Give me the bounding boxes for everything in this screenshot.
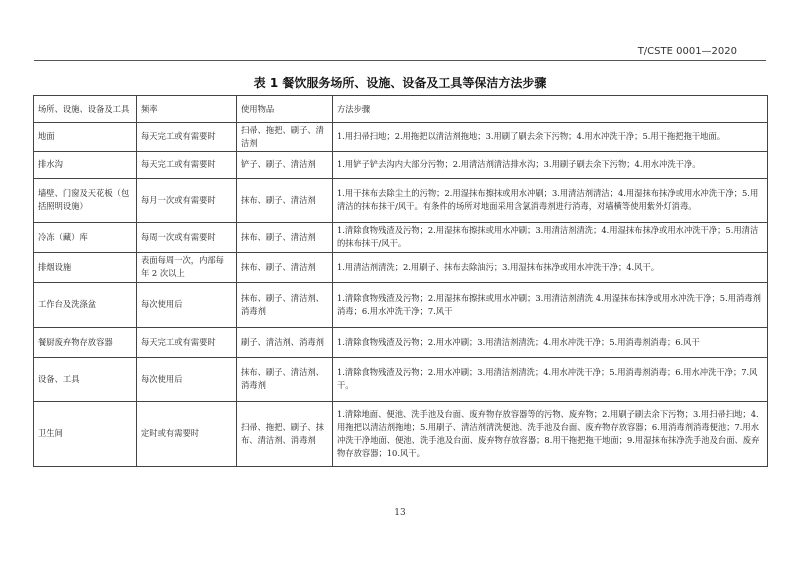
table-row — [34, 282, 768, 327]
frequency-cell: 每次使用后 — [137, 282, 237, 327]
items-cell: 抹布、刷子、清洁剂 — [237, 252, 333, 282]
method-cell: 1.清除食物残渣及污物；2.用湿抹布擦抹或用水冲刷；3.用清洁剂清洗 4.用湿抹布抹净或用水冲洗干净；5.用消毒剂消毒；6.用水冲洗干净；7.风干 — [333, 282, 768, 327]
items-cell: 刷子、清洁剂、消毒剂 — [237, 327, 333, 357]
items-cell: 铲子、刷子、清洁剂 — [237, 151, 333, 178]
table-row — [34, 357, 768, 401]
items-cell: 扫帚、拖把、刷子、清洁剂 — [237, 123, 333, 152]
method-cell: 1.清除食物残渣及污物；2.用湿抹布擦抹或用水冲刷；3.用清洁剂清洗；4.用湿抹布抹净或用水冲洗干净；5.用清洁的抹布抹干/风干。 — [333, 222, 768, 252]
cleaning-methods-table — [33, 95, 768, 467]
frequency-cell: 每月一次或有需要时 — [137, 178, 237, 222]
frequency-cell: 每次使用后 — [137, 357, 237, 401]
place-cell: 地面 — [34, 123, 137, 152]
items-cell: 抹布、刷子、清洁剂、消毒剂 — [237, 357, 333, 401]
items-cell: 抹布、刷子、清洁剂 — [237, 178, 333, 222]
place-cell: 设备、工具 — [34, 357, 137, 401]
column-header: 频率 — [137, 96, 237, 123]
place-cell: 卫生间 — [34, 401, 137, 466]
column-header: 使用物品 — [237, 96, 333, 123]
column-header: 方法步骤 — [333, 96, 768, 123]
place-cell: 冷冻（藏）库 — [34, 222, 137, 252]
table-row — [34, 178, 768, 222]
frequency-cell: 每周一次或有需要时 — [137, 222, 237, 252]
frequency-cell: 每天完工或有需要时 — [137, 327, 237, 357]
frequency-cell: 每天完工或有需要时 — [137, 123, 237, 152]
method-cell: 1.用干抹布去除尘土的污物；2.用湿抹布擦抹或用水冲刷；3.用清洁剂清洁；4.用湿抹布抹净或用水冲洗干净；5.用清洁的抹布抹干/风干。有条件的场所对地面采用含氯消毒剂进行消毒，对墙横等使用紫外灯消毒。 — [333, 178, 768, 222]
table-row — [34, 123, 768, 152]
place-cell: 工作台及洗涤盆 — [34, 282, 137, 327]
method-cell: 1.用扫帚扫地；2.用拖把以清洁剂拖地；3.用刷了刷去余下污物；4.用水冲洗干净；5.用干拖把拖干地面。 — [333, 123, 768, 152]
frequency-cell: 表面每周一次，内部每年 2 次以上 — [137, 252, 237, 282]
table-header-row — [34, 96, 768, 123]
table-row — [34, 327, 768, 357]
place-cell: 墙壁、门窗及天花板（包括照明设施） — [34, 178, 137, 222]
place-cell: 排烟设施 — [34, 252, 137, 282]
column-header: 场所、设施、设备及工具 — [34, 96, 137, 123]
frequency-cell: 定时或有需要时 — [137, 401, 237, 466]
items-cell: 抹布、刷子、清洁剂、消毒剂 — [237, 282, 333, 327]
items-cell: 扫帚、拖把、刷子、抹布、清洁剂、消毒剂 — [237, 401, 333, 466]
place-cell: 餐厨废弃物存放容器 — [34, 327, 137, 357]
method-cell: 1.用清洁剂清洗；2.用刷子、抹布去除油污；3.用湿抹布抹净或用水冲洗干净；4.风干。 — [333, 252, 768, 282]
table-row — [34, 151, 768, 178]
place-cell: 排水沟 — [34, 151, 137, 178]
method-cell: 1.用铲子铲去沟内大部分污物；2.用清洁剂清洁排水沟；3.用刷子刷去余下污物；4.用水冲洗干净。 — [333, 151, 768, 178]
method-cell: 1.清除地面、便池、洗手池及台面、废弃物存放容器等的污物、废弃物；2.用刷子刷去余下污物；3.用扫帚扫地；4.用拖把以清洁剂拖地；5.用刷子、清洁剂清洗便池、洗手池及台面、废弃物存放容器；6.用消毒剂消毒便池；7.用水冲洗干净地面、便池、洗手池及台面、废弃物存放容器；8.用干拖把拖干地面；9.用湿抹布抹净洗手池及台面、废弃物存放容器；10.风干。 — [333, 401, 768, 466]
items-cell: 抹布、刷子、清洁剂 — [237, 222, 333, 252]
table-row — [34, 401, 768, 466]
header-rule — [34, 60, 766, 61]
page-number: 13 — [394, 508, 406, 518]
table-row — [34, 222, 768, 252]
frequency-cell: 每天完工或有需要时 — [137, 151, 237, 178]
method-cell: 1.清除食物残渣及污物；2.用水冲刷；3.用清洁剂清洗；4.用水冲洗干净；5.用消毒剂消毒；6.风干 — [333, 327, 768, 357]
table-title: 表 1 餐饮服务场所、设施、设备及工具等保洁方法步骤 — [253, 76, 547, 90]
method-cell: 1.清除食物残渣及污物；2.用水冲刷；3.用清洁剂清洗；4.用水冲洗干净；5.用消毒剂消毒；6.用水冲洗干净；7.风干。 — [333, 357, 768, 401]
document-code: T/CSTE 0001—2020 — [637, 46, 737, 57]
table-row — [34, 252, 768, 282]
